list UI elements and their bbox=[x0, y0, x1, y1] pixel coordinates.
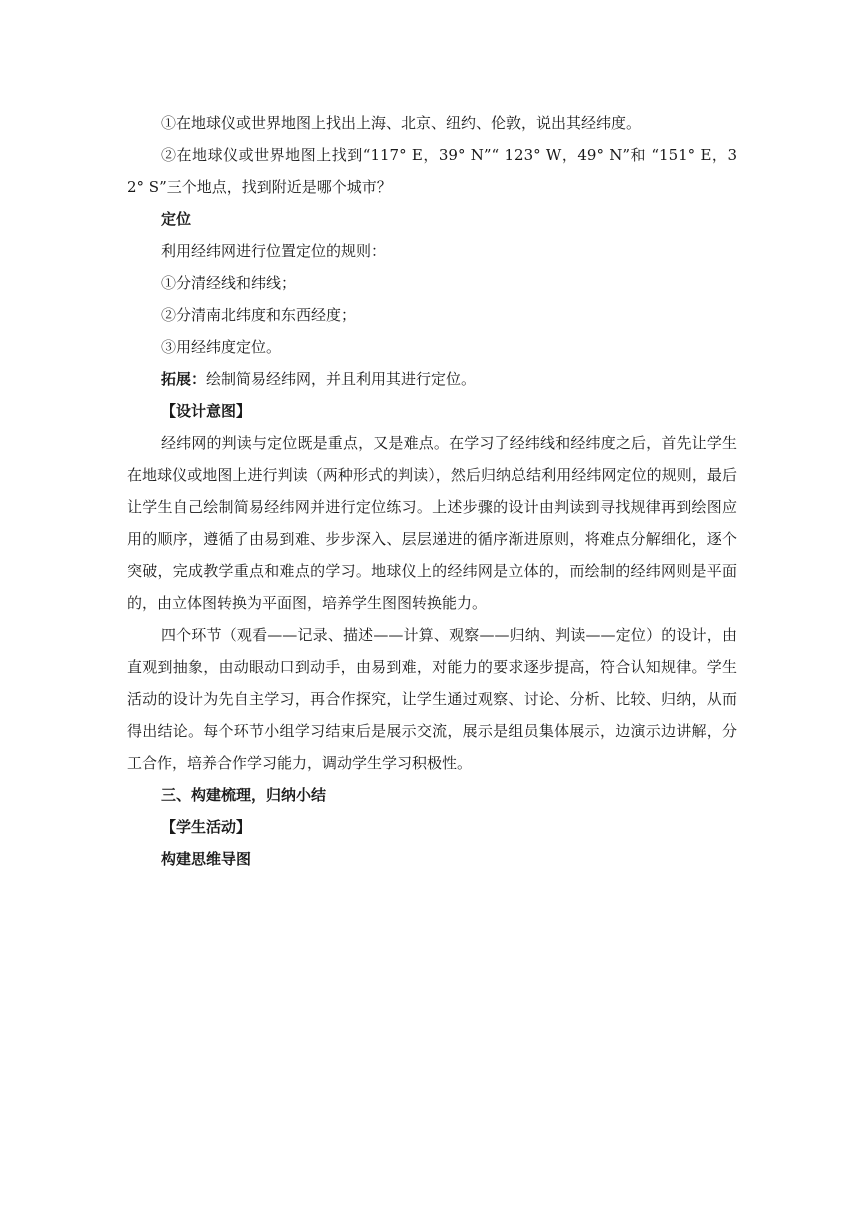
heading-dingwei: 定位 bbox=[161, 210, 192, 228]
document-body bbox=[127, 107, 737, 875]
paragraph-tuozhan bbox=[127, 363, 737, 395]
tuozhan-text: 绘制简易经纬网，并且利用其进行定位。 bbox=[206, 370, 477, 388]
paragraph-design-1: 经纬网的判读与定位既是重点，又是难点。在学习了经纬线和经纬度之后，首先让学生在地球仪或地图上进行判读（两种形式的判读），然后归纳总结利用经纬网定位的规则，最后让学生自己绘制简易经纬网并进行定位练习。上述步骤的设计由判读到寻找规律再到绘图应用的顺序，遵循了由易到难、步步深入、层层递进的循序渐进原则，将难点分解细化，逐个突破，完成教学重点和难点的学习。地球仪上的经纬网是立体的，而绘制的经纬网则是平面的，由立体图转换为平面图，培养学生图图转换能力。 bbox=[127, 434, 737, 612]
heading-mind-map: 构建思维导图 bbox=[161, 850, 252, 868]
paragraph-design-2: 四个环节（观看——记录、描述——计算、观察——归纳、判读——定位）的设计，由直观到抽象，由动眼动口到动手，由易到难，对能力的要求逐步提高，符合认知规律。学生活动的设计为先自主学习，再合作探究，让学生通过观察、讨论、分析、比较、归纳，从而得出结论。每个环节小组学习结束后是展示交流，展示是组员集体展示，边演示边讲解，分工合作，培养合作学习能力，调动学生学习积极性。 bbox=[127, 626, 737, 772]
paragraph-rule-3: ③用经纬度定位。 bbox=[161, 338, 282, 356]
paragraph-rule-2: ②分清南北纬度和东西经度； bbox=[161, 306, 357, 324]
paragraph-rule-1: ①分清经线和纬线； bbox=[161, 274, 297, 292]
tuozhan-label: 拓展： bbox=[161, 370, 207, 388]
paragraph-task-1: ①在地球仪或世界地图上找出上海、北京、纽约、伦敦，说出其经纬度。 bbox=[161, 114, 642, 132]
heading-student-activity: 【学生活动】 bbox=[161, 818, 252, 836]
heading-design-intent: 【设计意图】 bbox=[161, 402, 252, 420]
heading-section-3: 三、构建梳理，归纳小结 bbox=[161, 786, 327, 804]
paragraph-rules-intro: 利用经纬网进行位置定位的规则： bbox=[161, 242, 387, 260]
paragraph-task-2: ②在地球仪或世界地图上找到“117° E，39° N”“ 123° W，49° N”和 “151° E，32° S”三个地点，找到附近是哪个城市？ bbox=[127, 146, 737, 196]
